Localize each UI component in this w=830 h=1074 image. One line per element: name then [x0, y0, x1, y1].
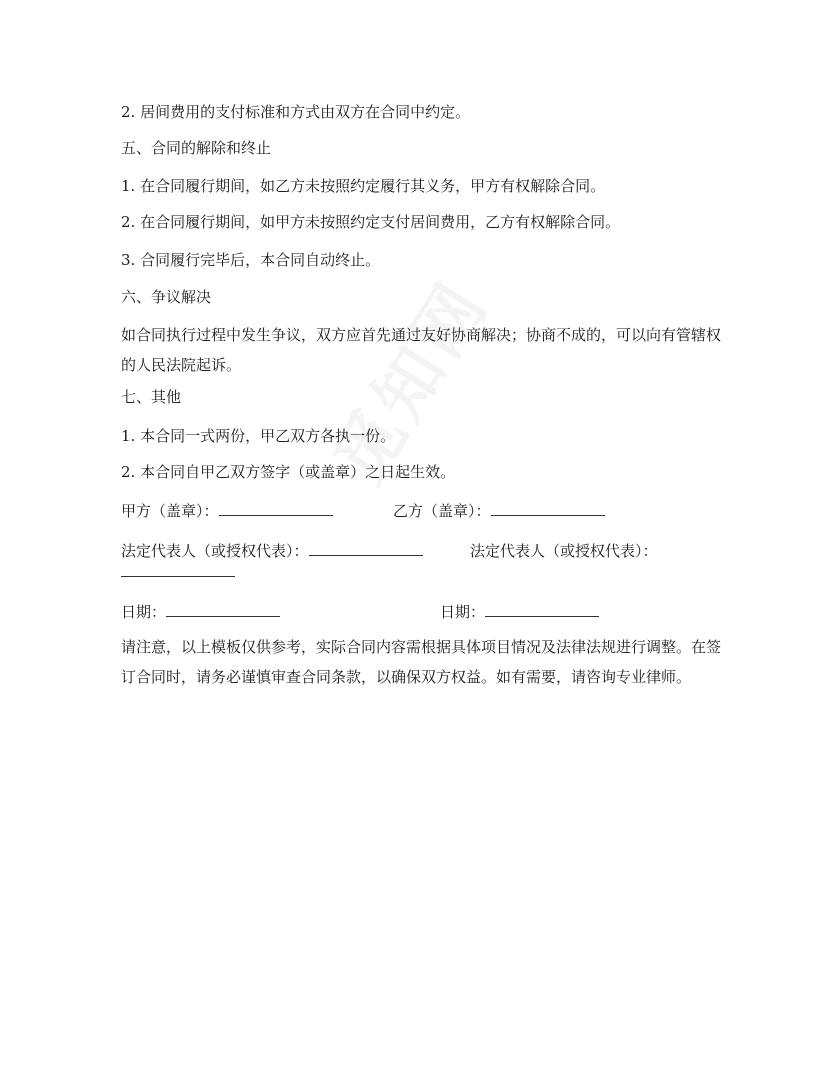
section-7-title: 七、其他 [121, 388, 182, 406]
rep-a-label: 法定代表人（或授权代表）： [121, 542, 309, 560]
party-b-label: 乙方（盖章）： [393, 502, 491, 520]
clause-4-2: 2. 居间费用的支付标准和方式由双方在合同中约定。 [121, 103, 471, 121]
closing-note: 请注意，以上模板仅供参考，实际合同内容需根据具体项目情况及法律法规进行调整。在签订合同时，请务必谨慎审查合同条款，以确保双方权益。如有需要，请咨询专业律师。 [121, 638, 722, 686]
party-b-blank [491, 501, 605, 516]
party-a-label: 甲方（盖章）： [121, 502, 219, 520]
date-b-blank [485, 602, 599, 617]
party-a-blank [219, 501, 333, 516]
clause-7-2: 2. 本合同自甲乙双方签字（或盖章）之日起生效。 [121, 463, 456, 481]
rep-b-sign [470, 541, 658, 561]
date-a-label: 日期： [121, 603, 167, 621]
party-b-sign [393, 501, 605, 521]
date-b-label: 日期： [440, 603, 486, 621]
rep-a-blank [309, 541, 423, 556]
clause-6-text: 如合同执行过程中发生争议，双方应首先通过友好协商解决；协商不成的，可以向有管辖权的人民法院起诉。 [121, 326, 722, 374]
rep-a-sign [121, 541, 423, 561]
rep-b-label: 法定代表人（或授权代表）： [470, 542, 658, 560]
rep-b-blank-row [121, 562, 235, 582]
clause-7-1: 1. 本合同一式两份，甲乙双方各执一份。 [121, 427, 396, 445]
clause-5-2: 2. 在合同履行期间，如甲方未按照约定支付居间费用，乙方有权解除合同。 [121, 213, 621, 231]
date-a-blank [166, 602, 280, 617]
section-5-title: 五、合同的解除和终止 [121, 139, 272, 157]
date-b-sign [440, 602, 599, 622]
party-a-sign [121, 501, 333, 521]
date-a-sign [121, 602, 280, 622]
rep-b-blank [121, 562, 235, 577]
clause-5-1: 1. 在合同履行期间，如乙方未按照约定履行其义务，甲方有权解除合同。 [121, 177, 606, 195]
clause-5-3: 3. 合同履行完毕后，本合同自动终止。 [121, 251, 381, 269]
section-6-title: 六、争议解决 [121, 288, 212, 306]
